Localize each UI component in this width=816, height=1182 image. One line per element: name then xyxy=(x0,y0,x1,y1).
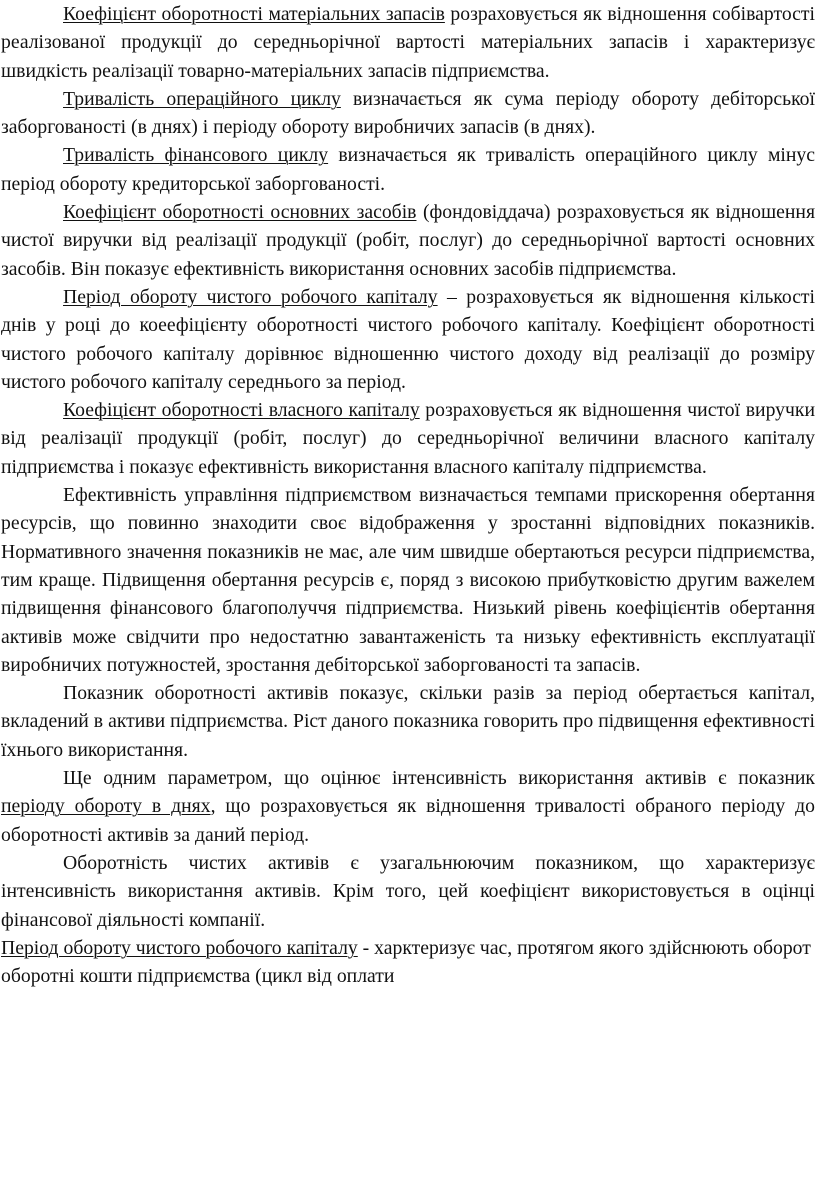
term-fixed-assets-turnover: Коефіцієнт оборотності основних засобів xyxy=(63,201,417,224)
paragraph-text: , що розраховується як відношення тривалості обраного періоду до оборотності активів за даний період. xyxy=(1,795,815,846)
paragraph-turnover-days xyxy=(1,764,815,849)
paragraph-text: Ефективність управління підприємством визначається темпами прискорення обертання ресурсів, що повинно знаходити своє відображення у зростанні відповідних показників. Нормативного значення показників не має, але чим швидше обертаються ресурси підприємства, тим краще. Підвищення обертання ресурсів є, поряд з високою прибутковістю другим важелем підвищення фінансового благополуччя підприємства. Низький рівень коефіцієнтів обертання активів може свідчити про недостатню завантаженість та низьку ефективність експлуатації виробничих потужностей, зростання дебіторської заборгованості та запасів. xyxy=(1,484,815,676)
term-inventory-turnover: Коефіцієнт оборотності матеріальних запасів xyxy=(63,3,445,25)
paragraph-text: (фондовіддача) розраховується як відношення чистої виручки від реалізації продукції (робіт, послуг) до середньорічної вартості основних засобів. Він показує ефективність використання основних засобів підприємства. xyxy=(1,201,815,280)
term-equity-turnover: Коефіцієнт оборотності власного капіталу xyxy=(63,399,420,422)
paragraph-text: - харктеризує час, протягом якого здійснюють оборот оборотні кошти підприємства (цикл від оплати xyxy=(1,936,811,988)
paragraph-management-efficiency xyxy=(1,481,815,679)
paragraph-text: Оборотність чистих активів є узагальнюючим показником, що характеризує інтенсивність використання активів. Крім того, цей коефіцієнт використовується в оцінці фінансової діяльності компанії. xyxy=(1,851,815,931)
paragraph-asset-turnover xyxy=(1,679,815,764)
paragraph-text: розраховується як відношення собівартості реалізованої продукції до середньорічної вартості матеріальних запасів і характеризує швидкість реалізації товарно-матеріальних запасів підприємства. xyxy=(1,3,815,82)
paragraph-working-capital-period xyxy=(1,283,815,396)
paragraph-equity-turnover xyxy=(1,396,815,481)
paragraph-text: розраховується як відношення чистої виручки від реалізації продукції (робіт, послуг) до середньорічної величини власного капіталу підприємства і показує ефективність використання власного капіталу підприємства. xyxy=(1,399,815,478)
paragraph-inventory-turnover xyxy=(1,0,815,85)
term-operating-cycle: Тривалість операційного циклу xyxy=(63,87,341,110)
term-financial-cycle: Тривалість фінансового циклу xyxy=(63,144,329,167)
term-turnover-days: періоду обороту в днях xyxy=(1,795,211,818)
paragraph-text: Показник оборотності активів показує, скільки разів за період обертається капітал, вкладений в активи підприємства. Ріст даного показника говорить про підвищення ефективності їхнього використання. xyxy=(1,682,815,761)
paragraph-financial-cycle xyxy=(1,141,815,198)
paragraph-working-capital-period-2 xyxy=(1,934,815,991)
paragraph-fixed-assets-turnover xyxy=(1,198,815,283)
paragraph-text: – розраховується як відношення кількості днів у році до коеефіцієнту оборотності чистого робочого капіталу. Коефіцієнт оборотності чистого робочого капіталу дорівнює відношенню чистого доходу від реалізації до розміру чистого робочого капіталу середнього за період. xyxy=(1,285,816,393)
paragraph-text-before: Ще одним параметром, що оцінює інтенсивність використання активів є показник xyxy=(63,767,815,790)
paragraph-operating-cycle xyxy=(1,85,815,142)
term-working-capital-period: Період обороту чистого робочого капіталу xyxy=(63,285,438,308)
term-working-capital-period-2: Період обороту чистого робочого капіталу xyxy=(1,936,358,959)
paragraph-net-assets-turnover xyxy=(1,849,815,934)
paragraph-text: визначається як тривалість операційного циклу мінус період обороту кредиторської заборгованості. xyxy=(1,144,815,195)
paragraph-text: визначається як сума періоду обороту дебіторської заборгованості (в днях) і періоду обороту виробничих запасів (в днях). xyxy=(1,87,815,139)
